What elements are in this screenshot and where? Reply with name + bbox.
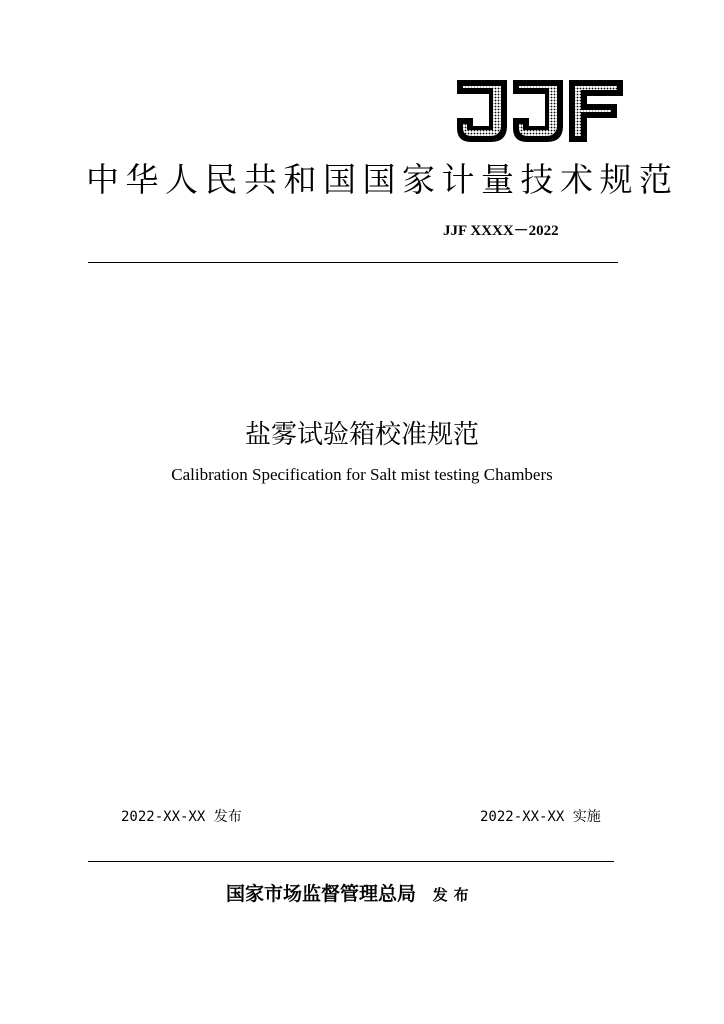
national-standard-title: 中华人民共和国国家计量技术规范 [86,160,679,199]
issue-label: 发布 [213,809,242,825]
english-title: Calibration Specification for Salt mist testing Chambers [171,465,553,484]
publisher-name: 国家市场监督管理总局 [226,883,417,905]
issue-date: 2022-XX-XX [121,809,206,825]
publisher-line [226,879,475,906]
publisher-action: 发布 [432,886,475,904]
bottom-divider [88,861,614,862]
implement-label: 实施 [572,809,601,825]
implement-date-line [480,806,601,826]
implement-date: 2022-XX-XX [480,809,565,825]
issue-date-line [121,806,242,826]
chinese-title: 盐雾试验箱校准规范 [244,420,479,450]
top-divider [88,262,618,263]
jjf-logo-icon [455,78,625,144]
document-number: JJF XXXX－2022 [443,223,559,239]
